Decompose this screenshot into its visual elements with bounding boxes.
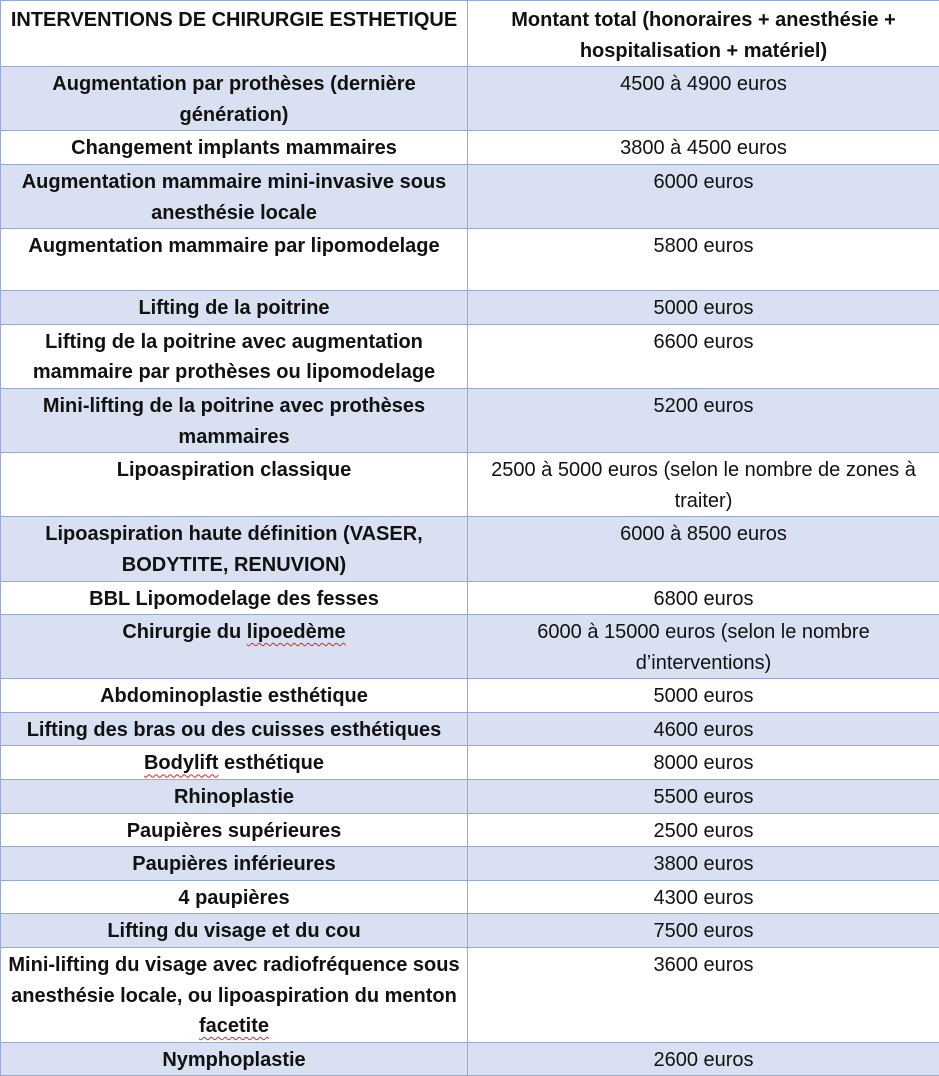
procedure-cell: BBL Lipomodelage des fesses xyxy=(1,581,468,615)
table-row xyxy=(1,914,939,948)
procedure-cell: 4 paupières xyxy=(1,880,468,914)
price-cell: 5200 euros xyxy=(468,388,939,452)
procedure-cell: Paupières supérieures xyxy=(1,813,468,847)
price-cell: 6000 à 15000 euros (selon le nombre d’interventions) xyxy=(468,615,939,679)
table-row xyxy=(1,324,939,388)
table-row xyxy=(1,517,939,581)
table-row xyxy=(1,746,939,780)
procedure-cell xyxy=(1,948,468,1043)
price-cell: 3600 euros xyxy=(468,948,939,1043)
table-row xyxy=(1,880,939,914)
table-row xyxy=(1,847,939,881)
spellcheck-underlined-word: Bodylift xyxy=(144,752,218,774)
procedure-cell: Lifting du visage et du cou xyxy=(1,914,468,948)
procedure-cell: Lifting de la poitrine xyxy=(1,291,468,325)
table-row xyxy=(1,679,939,713)
spellcheck-underlined-word: lipoedème xyxy=(247,621,346,643)
price-cell: 6000 à 8500 euros xyxy=(468,517,939,581)
procedure-text: esthétique xyxy=(218,752,324,774)
procedure-cell: Abdominoplastie esthétique xyxy=(1,679,468,713)
procedure-cell: Lipoaspiration haute définition (VASER, BODYTITE, RENUVION) xyxy=(1,517,468,581)
procedure-cell: Augmentation par prothèses (dernière génération) xyxy=(1,67,468,131)
table-row xyxy=(1,813,939,847)
table-row xyxy=(1,164,939,228)
procedure-cell: Rhinoplastie xyxy=(1,780,468,814)
price-cell: 5500 euros xyxy=(468,780,939,814)
procedure-cell: Augmentation mammaire mini-invasive sous anesthésie locale xyxy=(1,164,468,228)
table-row xyxy=(1,780,939,814)
table-row xyxy=(1,712,939,746)
procedure-text: Mini-lifting du visage avec radiofréquence sous anesthésie locale, ou lipoaspiration du menton xyxy=(8,954,459,1007)
price-cell: 5000 euros xyxy=(468,291,939,325)
price-cell: 2600 euros xyxy=(468,1042,939,1076)
procedure-cell: Augmentation mammaire par lipomodelage xyxy=(1,229,468,291)
table-row xyxy=(1,615,939,679)
table-header-row xyxy=(1,1,939,67)
price-cell: 3800 euros xyxy=(468,847,939,881)
table-row xyxy=(1,131,939,165)
procedure-cell: Lipoaspiration classique xyxy=(1,453,468,517)
price-cell: 3800 à 4500 euros xyxy=(468,131,939,165)
table-row xyxy=(1,388,939,452)
table-row xyxy=(1,453,939,517)
price-cell: 6600 euros xyxy=(468,324,939,388)
price-cell: 2500 euros xyxy=(468,813,939,847)
price-cell: 2500 à 5000 euros (selon le nombre de zones à traiter) xyxy=(468,453,939,517)
price-cell: 4500 à 4900 euros xyxy=(468,67,939,131)
price-cell: 4600 euros xyxy=(468,712,939,746)
price-cell: 6800 euros xyxy=(468,581,939,615)
table-row xyxy=(1,581,939,615)
price-cell: 6000 euros xyxy=(468,164,939,228)
price-cell: 7500 euros xyxy=(468,914,939,948)
procedure-cell: Lifting de la poitrine avec augmentation mammaire par prothèses ou lipomodelage xyxy=(1,324,468,388)
procedure-text: Chirurgie du xyxy=(122,621,246,643)
table-row xyxy=(1,291,939,325)
procedure-cell: Nymphoplastie xyxy=(1,1042,468,1076)
price-cell: 5800 euros xyxy=(468,229,939,291)
price-cell: 4300 euros xyxy=(468,880,939,914)
table-row xyxy=(1,229,939,291)
header-amount: Montant total (honoraires + anesthésie + hospitalisation + matériel) xyxy=(468,1,939,67)
procedure-cell xyxy=(1,615,468,679)
price-cell: 8000 euros xyxy=(468,746,939,780)
table-row xyxy=(1,948,939,1043)
procedure-cell xyxy=(1,746,468,780)
procedure-cell: Lifting des bras ou des cuisses esthétiques xyxy=(1,712,468,746)
procedure-cell: Changement implants mammaires xyxy=(1,131,468,165)
procedure-cell: Mini-lifting de la poitrine avec prothèses mammaires xyxy=(1,388,468,452)
procedure-cell: Paupières inférieures xyxy=(1,847,468,881)
table-row xyxy=(1,1042,939,1076)
header-interventions: INTERVENTIONS DE CHIRURGIE ESTHETIQUE xyxy=(1,1,468,67)
table-row xyxy=(1,67,939,131)
spellcheck-underlined-word: facetite xyxy=(199,1015,269,1037)
price-cell: 5000 euros xyxy=(468,679,939,713)
